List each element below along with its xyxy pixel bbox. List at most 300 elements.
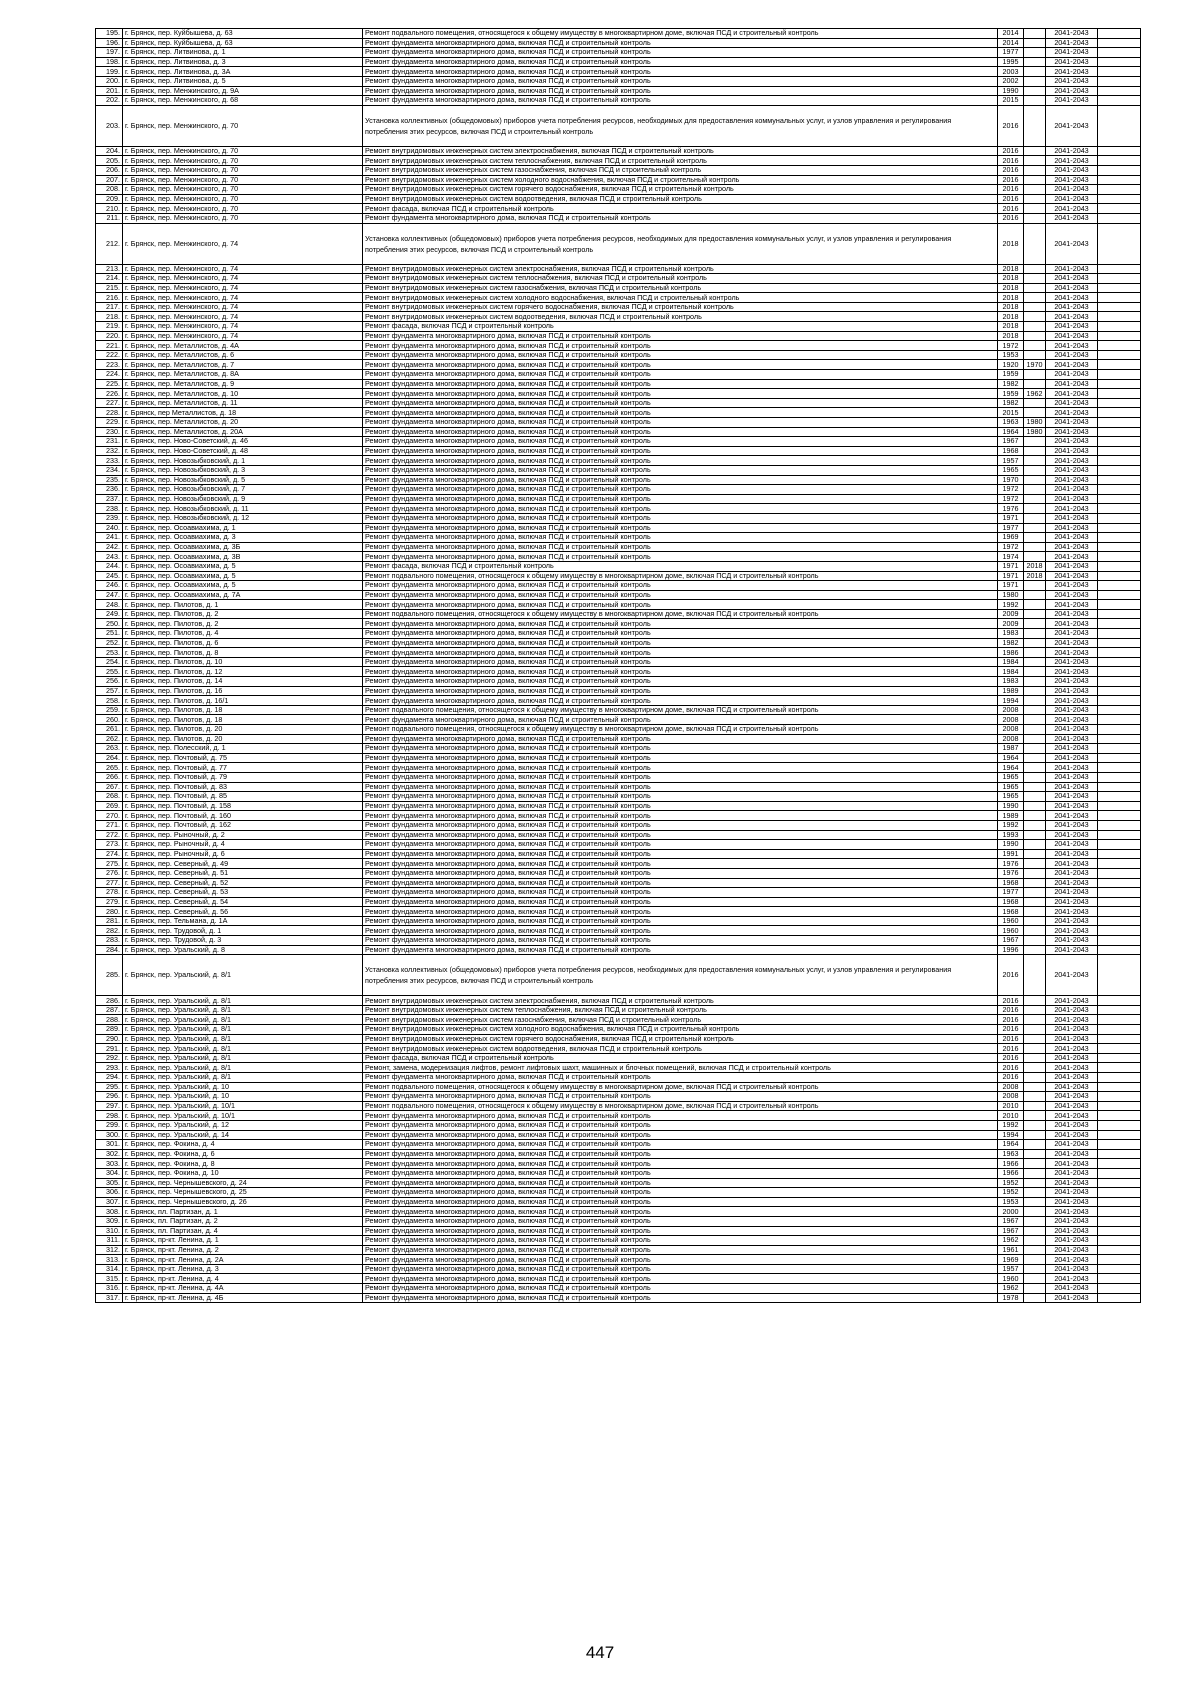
work-description-cell: Ремонт подвального помещения, относящегося к общему имуществу в многоквартирном доме, включая ПСД и строительный контроль (363, 1082, 998, 1092)
year-overhaul-cell (1024, 859, 1046, 869)
extra-cell-cell (1098, 67, 1141, 77)
year-built-cell: 1977 (998, 48, 1024, 58)
work-description-cell: Ремонт внутридомовых инженерных систем электроснабжения, включая ПСД и строительный контроль (363, 146, 998, 156)
year-built-cell: 2016 (998, 185, 1024, 195)
work-description-cell: Ремонт фундамента многоквартирного дома, включая ПСД и строительный контроль (363, 485, 998, 495)
table-row (96, 194, 1141, 204)
extra-cell-cell (1098, 1264, 1141, 1274)
year-built-cell: 2002 (998, 76, 1024, 86)
table-row (96, 29, 1141, 39)
year-built-cell: 2018 (998, 293, 1024, 303)
year-built-cell: 1987 (998, 744, 1024, 754)
planned-period-cell: 2041-2043 (1046, 223, 1098, 264)
extra-cell-cell (1098, 542, 1141, 552)
extra-cell-cell (1098, 360, 1141, 370)
table-row (96, 1120, 1141, 1130)
row-number-cell: 203. (96, 105, 123, 146)
row-number-cell: 277. (96, 878, 123, 888)
planned-period-cell: 2041-2043 (1046, 1101, 1098, 1111)
work-description-cell: Ремонт фундамента многоквартирного дома, включая ПСД и строительный контроль (363, 907, 998, 917)
table-row (96, 1188, 1141, 1198)
row-number-cell: 310. (96, 1226, 123, 1236)
work-description-cell: Ремонт подвального помещения, относящегося к общему имуществу в многоквартирном доме, включая ПСД и строительный контроль (363, 705, 998, 715)
planned-period-cell: 2041-2043 (1046, 907, 1098, 917)
year-built-cell: 2015 (998, 96, 1024, 106)
table-row (96, 264, 1141, 274)
work-description-cell: Ремонт фундамента многоквартирного дома, включая ПСД и строительный контроль (363, 1274, 998, 1284)
year-overhaul-cell (1024, 1063, 1046, 1073)
work-description-cell: Ремонт подвального помещения, относящегося к общему имуществу в многоквартирном доме, включая ПСД и строительный контроль (363, 1101, 998, 1111)
planned-period-cell: 2041-2043 (1046, 312, 1098, 322)
work-description-cell: Ремонт фундамента многоквартирного дома, включая ПСД и строительный контроль (363, 48, 998, 58)
row-number-cell: 300. (96, 1130, 123, 1140)
table-row (96, 370, 1141, 380)
work-description-cell: Ремонт фундамента многоквартирного дома, включая ПСД и строительный контроль (363, 657, 998, 667)
table-row (96, 686, 1141, 696)
table-row (96, 437, 1141, 447)
planned-period-cell: 2041-2043 (1046, 185, 1098, 195)
work-description-cell: Ремонт фундамента многоквартирного дома, включая ПСД и строительный контроль (363, 76, 998, 86)
row-number-cell: 244. (96, 561, 123, 571)
extra-cell-cell (1098, 1255, 1141, 1265)
address-cell: г. Брянск, пр-кт. Ленина, д. 3 (123, 1264, 363, 1274)
extra-cell-cell (1098, 76, 1141, 86)
extra-cell-cell (1098, 1216, 1141, 1226)
year-overhaul-cell: 1980 (1024, 418, 1046, 428)
address-cell: г. Брянск, пер. Менжинского, д. 70 (123, 185, 363, 195)
extra-cell-cell (1098, 916, 1141, 926)
work-description-cell: Ремонт фундамента многоквартирного дома, включая ПСД и строительный контроль (363, 677, 998, 687)
extra-cell-cell (1098, 105, 1141, 146)
year-built-cell: 2016 (998, 105, 1024, 146)
extra-cell-cell (1098, 1120, 1141, 1130)
table-row (96, 763, 1141, 773)
year-overhaul-cell (1024, 619, 1046, 629)
work-description-cell: Ремонт фундамента многоквартирного дома, включая ПСД и строительный контроль (363, 379, 998, 389)
planned-period-cell: 2041-2043 (1046, 76, 1098, 86)
work-description-cell: Ремонт фундамента многоквартирного дома, включая ПСД и строительный контроль (363, 801, 998, 811)
year-built-cell: 2016 (998, 213, 1024, 223)
address-cell: г. Брянск, пер. Полесский, д. 1 (123, 744, 363, 754)
table-row (96, 331, 1141, 341)
work-description-cell: Ремонт подвального помещения, относящегося к общему имуществу в многоквартирном доме, включая ПСД и строительный контроль (363, 609, 998, 619)
address-cell: г. Брянск, пер. Уральский, д. 8/1 (123, 955, 363, 996)
year-built-cell: 2016 (998, 1073, 1024, 1083)
row-number-cell: 251. (96, 629, 123, 639)
year-built-cell: 2008 (998, 725, 1024, 735)
address-cell: г. Брянск, пер. Уральский, д. 10/1 (123, 1101, 363, 1111)
work-description-cell: Ремонт фундамента многоквартирного дома, включая ПСД и строительный контроль (363, 513, 998, 523)
planned-period-cell: 2041-2043 (1046, 696, 1098, 706)
row-number-cell: 262. (96, 734, 123, 744)
table-row (96, 590, 1141, 600)
table-row (96, 868, 1141, 878)
table-row (96, 274, 1141, 284)
work-description-cell: Ремонт фундамента многоквартирного дома, включая ПСД и строительный контроль (363, 945, 998, 955)
year-overhaul-cell (1024, 552, 1046, 562)
work-description-cell: Ремонт фундамента многоквартирного дома, включая ПСД и строительный контроль (363, 1149, 998, 1159)
table-row (96, 1025, 1141, 1035)
year-built-cell: 1983 (998, 677, 1024, 687)
year-built-cell: 2018 (998, 274, 1024, 284)
planned-period-cell: 2041-2043 (1046, 945, 1098, 955)
year-overhaul-cell (1024, 57, 1046, 67)
work-description-cell: Ремонт фундамента многоквартирного дома, включая ПСД и строительный контроль (363, 523, 998, 533)
table-row (96, 811, 1141, 821)
work-description-cell: Ремонт фундамента многоквартирного дома, включая ПСД и строительный контроль (363, 1073, 998, 1083)
year-overhaul-cell (1024, 1178, 1046, 1188)
planned-period-cell: 2041-2043 (1046, 175, 1098, 185)
year-built-cell: 1990 (998, 86, 1024, 96)
planned-period-cell: 2041-2043 (1046, 734, 1098, 744)
year-built-cell: 1971 (998, 571, 1024, 581)
address-cell: г. Брянск, пер. Уральский, д. 12 (123, 1120, 363, 1130)
row-number-cell: 200. (96, 76, 123, 86)
address-cell: г. Брянск, пер. Менжинского, д. 9А (123, 86, 363, 96)
extra-cell-cell (1098, 996, 1141, 1006)
row-number-cell: 225. (96, 379, 123, 389)
row-number-cell: 239. (96, 513, 123, 523)
table-row (96, 341, 1141, 351)
year-built-cell: 2016 (998, 1063, 1024, 1073)
work-description-cell: Ремонт внутридомовых инженерных систем холодного водоснабжения, включая ПСД и строительный контроль (363, 175, 998, 185)
page-number: 447 (585, 1643, 615, 1662)
row-number-cell: 206. (96, 165, 123, 175)
extra-cell-cell (1098, 389, 1141, 399)
extra-cell-cell (1098, 504, 1141, 514)
planned-period-cell: 2041-2043 (1046, 1226, 1098, 1236)
address-cell: г. Брянск, пл. Партизан, д. 2 (123, 1216, 363, 1226)
year-overhaul-cell: 1980 (1024, 427, 1046, 437)
planned-period-cell: 2041-2043 (1046, 274, 1098, 284)
year-overhaul-cell (1024, 945, 1046, 955)
year-built-cell: 1969 (998, 533, 1024, 543)
row-number-cell: 305. (96, 1178, 123, 1188)
row-number-cell: 230. (96, 427, 123, 437)
work-description-cell: Ремонт фундамента многоквартирного дома, включая ПСД и строительный контроль (363, 696, 998, 706)
work-description-cell: Ремонт фундамента многоквартирного дома, включая ПСД и строительный контроль (363, 1284, 998, 1294)
year-overhaul-cell (1024, 763, 1046, 773)
row-number-cell: 219. (96, 322, 123, 332)
year-built-cell: 2003 (998, 67, 1024, 77)
work-description-cell: Ремонт подвального помещения, относящегося к общему имуществу в многоквартирном доме, включая ПСД и строительный контроль (363, 571, 998, 581)
planned-period-cell: 2041-2043 (1046, 1034, 1098, 1044)
address-cell: г. Брянск, пер. Металлистов, д. 4А (123, 341, 363, 351)
address-cell: г. Брянск, пер. Менжинского, д. 70 (123, 194, 363, 204)
table-row (96, 418, 1141, 428)
row-number-cell: 242. (96, 542, 123, 552)
extra-cell-cell (1098, 350, 1141, 360)
year-built-cell: 1968 (998, 897, 1024, 907)
table-row (96, 38, 1141, 48)
planned-period-cell: 2041-2043 (1046, 1073, 1098, 1083)
year-built-cell: 2016 (998, 1015, 1024, 1025)
work-description-cell: Ремонт фундамента многоквартирного дома, включая ПСД и строительный контроль (363, 398, 998, 408)
year-built-cell: 1967 (998, 1226, 1024, 1236)
address-cell: г. Брянск, пер. Уральский, д. 14 (123, 1130, 363, 1140)
table-row (96, 185, 1141, 195)
extra-cell-cell (1098, 734, 1141, 744)
address-cell: г. Брянск, пер. Осоавиахима, д. 5 (123, 561, 363, 571)
work-description-cell: Установка коллективных (общедомовых) приборов учета потребления ресурсов, необходимых для предоставления коммунальных услуг, и узлов управления и регулирования потребления этих ресурсов, включая ПСД и строительный контроль (363, 955, 998, 996)
row-number-cell: 302. (96, 1149, 123, 1159)
planned-period-cell: 2041-2043 (1046, 744, 1098, 754)
year-built-cell: 1965 (998, 782, 1024, 792)
address-cell: г. Брянск, пер. Менжинского, д. 70 (123, 213, 363, 223)
work-description-cell: Ремонт фасада, включая ПСД и строительный контроль (363, 322, 998, 332)
year-built-cell: 1965 (998, 772, 1024, 782)
year-overhaul-cell (1024, 609, 1046, 619)
year-overhaul-cell (1024, 744, 1046, 754)
row-number-cell: 252. (96, 638, 123, 648)
address-cell: г. Брянск, пер. Уральский, д. 8/1 (123, 996, 363, 1006)
address-cell: г. Брянск, пер. Менжинского, д. 74 (123, 274, 363, 284)
row-number-cell: 214. (96, 274, 123, 284)
address-cell: г. Брянск, пер. Куйбышева, д. 63 (123, 29, 363, 39)
extra-cell-cell (1098, 408, 1141, 418)
planned-period-cell: 2041-2043 (1046, 29, 1098, 39)
planned-period-cell: 2041-2043 (1046, 57, 1098, 67)
row-number-cell: 256. (96, 677, 123, 687)
extra-cell-cell (1098, 725, 1141, 735)
year-built-cell: 1986 (998, 648, 1024, 658)
address-cell: г. Брянск, пер. Новозыбковский, д. 12 (123, 513, 363, 523)
extra-cell-cell (1098, 705, 1141, 715)
year-overhaul-cell (1024, 1053, 1046, 1063)
table-row (96, 772, 1141, 782)
address-cell: г. Брянск, пер. Новозыбковский, д. 9 (123, 494, 363, 504)
year-overhaul-cell (1024, 1255, 1046, 1265)
extra-cell-cell (1098, 1101, 1141, 1111)
extra-cell-cell (1098, 213, 1141, 223)
row-number-cell: 208. (96, 185, 123, 195)
work-description-cell: Ремонт фундамента многоквартирного дома, включая ПСД и строительный контроль (363, 811, 998, 821)
works-table (95, 28, 1141, 1303)
extra-cell-cell (1098, 456, 1141, 466)
planned-period-cell: 2041-2043 (1046, 926, 1098, 936)
work-description-cell: Ремонт фундамента многоквартирного дома, включая ПСД и строительный контроль (363, 772, 998, 782)
year-overhaul-cell (1024, 379, 1046, 389)
year-overhaul-cell (1024, 1015, 1046, 1025)
planned-period-cell: 2041-2043 (1046, 1255, 1098, 1265)
planned-period-cell: 2041-2043 (1046, 264, 1098, 274)
table-row (96, 561, 1141, 571)
year-built-cell: 1962 (998, 1236, 1024, 1246)
work-description-cell: Ремонт фундамента многоквартирного дома, включая ПСД и строительный контроль (363, 600, 998, 610)
year-built-cell: 2016 (998, 175, 1024, 185)
table-row (96, 57, 1141, 67)
table-row (96, 619, 1141, 629)
row-number-cell: 292. (96, 1053, 123, 1063)
address-cell: г. Брянск, пер. Литвинова, д. 1 (123, 48, 363, 58)
year-overhaul-cell (1024, 868, 1046, 878)
year-overhaul-cell (1024, 185, 1046, 195)
planned-period-cell: 2041-2043 (1046, 341, 1098, 351)
address-cell: г. Брянск, пр-кт. Ленина, д. 1 (123, 1236, 363, 1246)
table-row (96, 475, 1141, 485)
table-row (96, 820, 1141, 830)
address-cell: г. Брянск, пер. Металлистов, д. 9 (123, 379, 363, 389)
year-overhaul-cell (1024, 1005, 1046, 1015)
extra-cell-cell (1098, 341, 1141, 351)
table-row (96, 1178, 1141, 1188)
extra-cell-cell (1098, 677, 1141, 687)
row-number-cell: 248. (96, 600, 123, 610)
year-built-cell: 2018 (998, 283, 1024, 293)
table-row (96, 1140, 1141, 1150)
year-built-cell: 1968 (998, 907, 1024, 917)
address-cell: г. Брянск, пер. Уральский, д. 10 (123, 1092, 363, 1102)
address-cell: г. Брянск, пер. Литвинова, д. 3А (123, 67, 363, 77)
year-overhaul-cell (1024, 523, 1046, 533)
planned-period-cell: 2041-2043 (1046, 1140, 1098, 1150)
address-cell: г. Брянск, пер. Почтовый, д. 160 (123, 811, 363, 821)
table-row (96, 744, 1141, 754)
address-cell: г. Брянск, пер. Металлистов, д. 20 (123, 418, 363, 428)
work-description-cell: Ремонт фундамента многоквартирного дома, включая ПСД и строительный контроль (363, 57, 998, 67)
work-description-cell: Ремонт фундамента многоквартирного дома, включая ПСД и строительный контроль (363, 408, 998, 418)
planned-period-cell: 2041-2043 (1046, 657, 1098, 667)
row-number-cell: 308. (96, 1207, 123, 1217)
work-description-cell: Ремонт фундамента многоквартирного дома, включая ПСД и строительный контроль (363, 446, 998, 456)
table-row (96, 571, 1141, 581)
row-number-cell: 299. (96, 1120, 123, 1130)
year-overhaul-cell (1024, 725, 1046, 735)
year-overhaul-cell (1024, 696, 1046, 706)
table-row (96, 801, 1141, 811)
work-description-cell: Ремонт фундамента многоквартирного дома, включая ПСД и строительный контроль (363, 878, 998, 888)
planned-period-cell: 2041-2043 (1046, 485, 1098, 495)
row-number-cell: 303. (96, 1159, 123, 1169)
extra-cell-cell (1098, 38, 1141, 48)
address-cell: г. Брянск, пер. Пилотов, д. 18 (123, 715, 363, 725)
planned-period-cell: 2041-2043 (1046, 1159, 1098, 1169)
year-built-cell: 1964 (998, 753, 1024, 763)
address-cell: г. Брянск, пер. Пилотов, д. 8 (123, 648, 363, 658)
address-cell: г. Брянск, пер. Менжинского, д. 74 (123, 331, 363, 341)
address-cell: г. Брянск, пер. Осоавиахима, д. 5 (123, 571, 363, 581)
table-row (96, 105, 1141, 146)
extra-cell-cell (1098, 1034, 1141, 1044)
year-built-cell: 2016 (998, 955, 1024, 996)
work-description-cell: Ремонт фундамента многоквартирного дома, включая ПСД и строительный контроль (363, 331, 998, 341)
year-overhaul-cell (1024, 792, 1046, 802)
planned-period-cell: 2041-2043 (1046, 667, 1098, 677)
address-cell: г. Брянск, пер. Фокина, д. 6 (123, 1149, 363, 1159)
address-cell: г. Брянск, пер. Менжинского, д. 68 (123, 96, 363, 106)
year-overhaul-cell (1024, 657, 1046, 667)
row-number-cell: 266. (96, 772, 123, 782)
table-row (96, 581, 1141, 591)
table-row (96, 830, 1141, 840)
extra-cell-cell (1098, 571, 1141, 581)
address-cell: г. Брянск, пер. Чернышевского, д. 26 (123, 1197, 363, 1207)
year-overhaul-cell (1024, 204, 1046, 214)
table-row (96, 146, 1141, 156)
work-description-cell: Ремонт фундамента многоквартирного дома, включая ПСД и строительный контроль (363, 638, 998, 648)
year-overhaul-cell (1024, 1111, 1046, 1121)
year-overhaul-cell (1024, 38, 1046, 48)
address-cell: г. Брянск, пер. Чернышевского, д. 24 (123, 1178, 363, 1188)
year-overhaul-cell (1024, 312, 1046, 322)
planned-period-cell: 2041-2043 (1046, 1092, 1098, 1102)
year-overhaul-cell (1024, 48, 1046, 58)
planned-period-cell: 2041-2043 (1046, 677, 1098, 687)
extra-cell-cell (1098, 1159, 1141, 1169)
planned-period-cell: 2041-2043 (1046, 283, 1098, 293)
planned-period-cell: 2041-2043 (1046, 830, 1098, 840)
address-cell: г. Брянск, пер. Осоавиахима, д. 1 (123, 523, 363, 533)
row-number-cell: 215. (96, 283, 123, 293)
address-cell: г. Брянск, пер. Фокина, д. 4 (123, 1140, 363, 1150)
extra-cell-cell (1098, 868, 1141, 878)
year-built-cell: 2009 (998, 609, 1024, 619)
address-cell: г. Брянск, пер. Менжинского, д. 70 (123, 146, 363, 156)
address-cell: г. Брянск, пер. Куйбышева, д. 63 (123, 38, 363, 48)
year-overhaul-cell (1024, 811, 1046, 821)
work-description-cell: Ремонт внутридомовых инженерных систем горячего водоснабжения, включая ПСД и строительный контроль (363, 1034, 998, 1044)
year-built-cell: 2016 (998, 146, 1024, 156)
table-row (96, 213, 1141, 223)
table-row (96, 629, 1141, 639)
planned-period-cell: 2041-2043 (1046, 408, 1098, 418)
table-row (96, 840, 1141, 850)
planned-period-cell: 2041-2043 (1046, 590, 1098, 600)
extra-cell-cell (1098, 302, 1141, 312)
year-overhaul-cell (1024, 801, 1046, 811)
work-description-cell: Ремонт фундамента многоквартирного дома, включая ПСД и строительный контроль (363, 456, 998, 466)
year-overhaul-cell (1024, 907, 1046, 917)
work-description-cell: Ремонт фундамента многоквартирного дома, включая ПСД и строительный контроль (363, 1236, 998, 1246)
year-overhaul-cell (1024, 274, 1046, 284)
address-cell: г. Брянск, пер. Осоавиахима, д. 3В (123, 552, 363, 562)
extra-cell-cell (1098, 581, 1141, 591)
planned-period-cell: 2041-2043 (1046, 427, 1098, 437)
planned-period-cell: 2041-2043 (1046, 437, 1098, 447)
table-row (96, 715, 1141, 725)
extra-cell-cell (1098, 1073, 1141, 1083)
year-overhaul-cell (1024, 667, 1046, 677)
year-built-cell: 1976 (998, 504, 1024, 514)
row-number-cell: 196. (96, 38, 123, 48)
extra-cell-cell (1098, 274, 1141, 284)
work-description-cell: Ремонт фундамента многоквартирного дома, включая ПСД и строительный контроль (363, 494, 998, 504)
table-row (96, 677, 1141, 687)
planned-period-cell: 2041-2043 (1046, 1120, 1098, 1130)
year-built-cell: 1971 (998, 561, 1024, 571)
work-description-cell: Ремонт фундамента многоквартирного дома, включая ПСД и строительный контроль (363, 888, 998, 898)
extra-cell-cell (1098, 370, 1141, 380)
year-overhaul-cell (1024, 955, 1046, 996)
work-description-cell: Ремонт фундамента многоквартирного дома, включая ПСД и строительный контроль (363, 1188, 998, 1198)
year-overhaul-cell (1024, 437, 1046, 447)
table-row (96, 667, 1141, 677)
planned-period-cell: 2041-2043 (1046, 542, 1098, 552)
table-row (96, 1168, 1141, 1178)
row-number-cell: 212. (96, 223, 123, 264)
row-number-cell: 216. (96, 293, 123, 303)
table-row (96, 204, 1141, 214)
work-description-cell: Ремонт внутридомовых инженерных систем горячего водоснабжения, включая ПСД и строительный контроль (363, 302, 998, 312)
year-built-cell: 1984 (998, 667, 1024, 677)
extra-cell-cell (1098, 1245, 1141, 1255)
year-overhaul-cell (1024, 734, 1046, 744)
table-row (96, 379, 1141, 389)
table-row (96, 223, 1141, 264)
row-number-cell: 233. (96, 456, 123, 466)
year-built-cell: 2018 (998, 264, 1024, 274)
extra-cell-cell (1098, 801, 1141, 811)
